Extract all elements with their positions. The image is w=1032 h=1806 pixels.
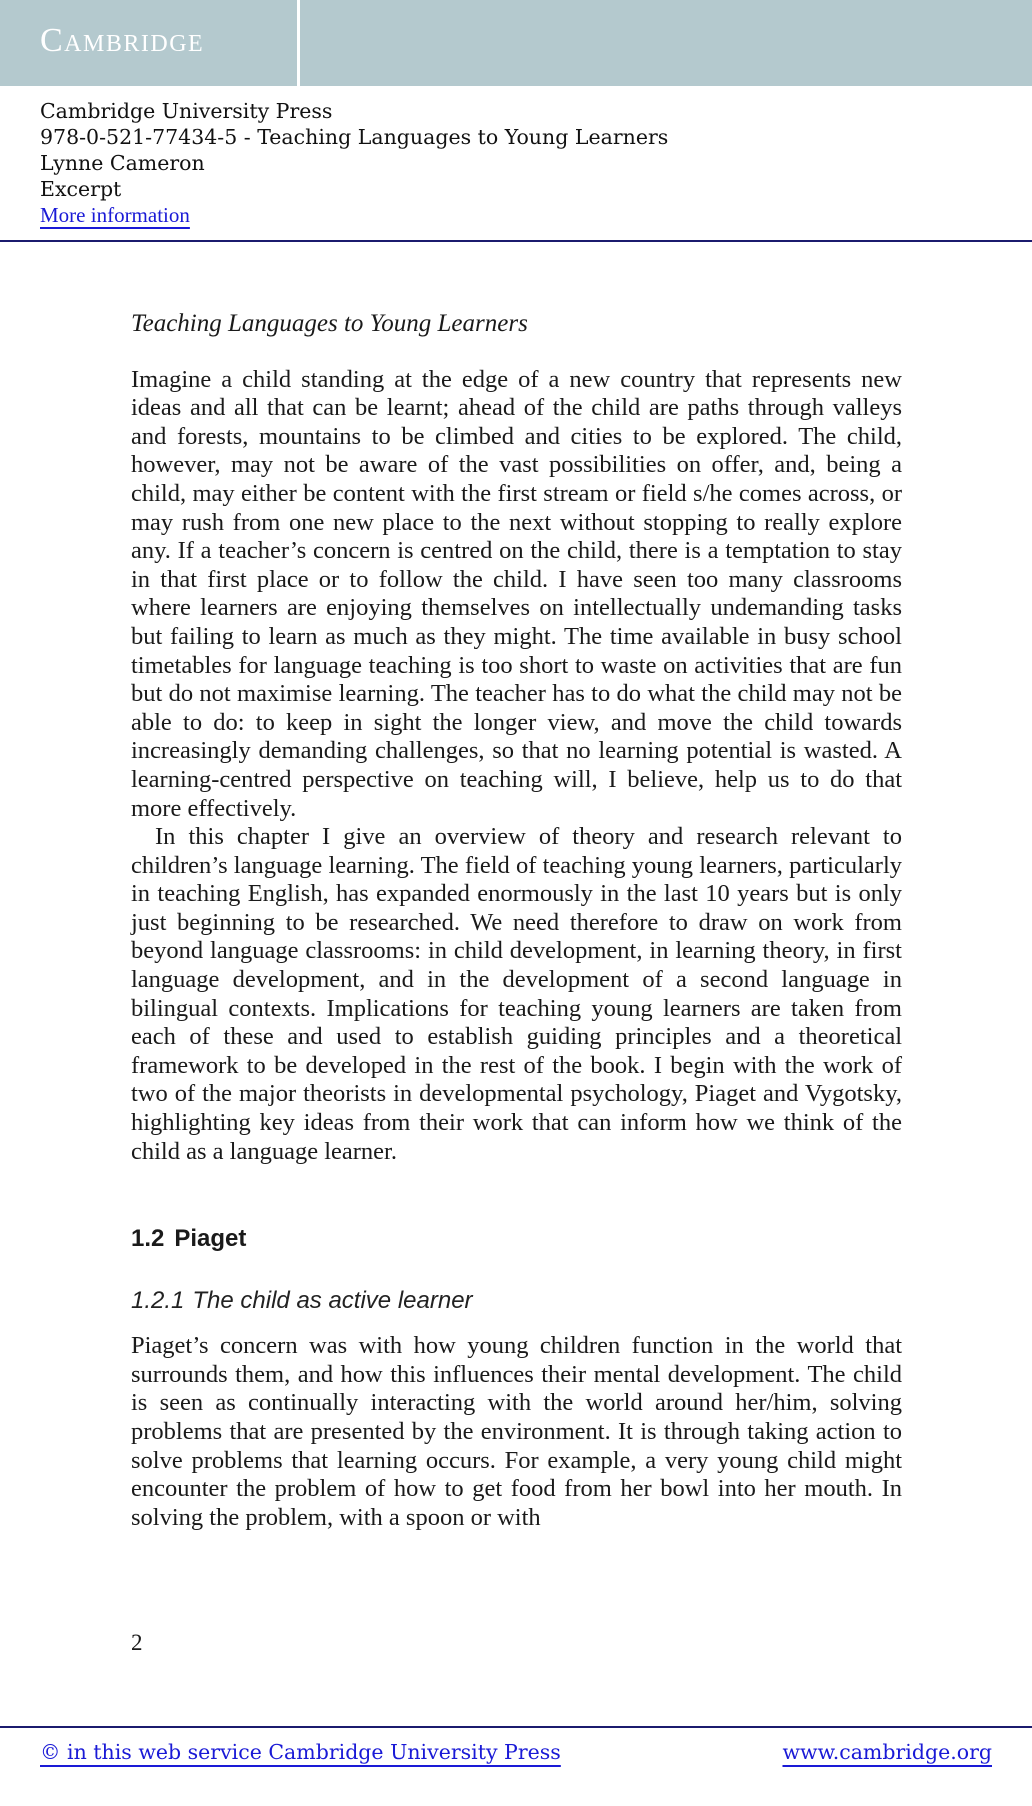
body-paragraph: In this chapter I give an overview of theory and research relevant to children’s language learning. The field of teaching young learners, particularly in teaching English, has expanded enormously in the last 10 years but is only just beginning to be researched. We need therefore to draw on work from beyond language classrooms: in child development, in learning theory, in first language development, and in the development of a second language in bilingual contexts. Implications for teaching young learners are taken from each of these and used to establish guiding principles and a theoretical framework to be developed in the rest of the book. I begin with the work of two of the major theorists in developmental psychology, Piaget and Vygotsky, highlighting key ideas from their work that can inform how we think of the child as a language learner. [131, 823, 902, 1165]
cambridge-logo: Cambridge [40, 22, 205, 59]
header-rule [0, 240, 1032, 242]
isbn-title: 978-0-521-77434-5 - Teaching Languages to Young Learners [40, 125, 669, 149]
section-number: 1.2 [131, 1225, 165, 1253]
section-title: Piaget [174, 1225, 247, 1253]
subsection-title: The child as active learner [192, 1287, 473, 1315]
author-name: Lynne Cameron [40, 151, 205, 175]
more-information-link[interactable]: More information [40, 203, 190, 227]
subsection-heading [131, 1286, 902, 1316]
footer-rule [0, 1726, 1032, 1728]
body-paragraph: Piaget’s concern was with how young children function in the world that surrounds them, and how this influences their mental development. The child is seen as continually interacting with the world around her/him, solving problems that are presented by the environment. It is through taking action to solve problems that learning occurs. For example, a very young child might encounter the problem of how to get food from her bowl into her mouth. In solving the problem, with a spoon or with [131, 1332, 902, 1531]
subsection-number: 1.2.1 [131, 1287, 185, 1315]
running-head: Teaching Languages to Young Learners [131, 310, 528, 337]
body-paragraph: Imagine a child standing at the edge of a new country that represents new ideas and all that can be learnt; ahead of the child are paths through valleys and forests, mountains to be climbed and cities to be explored. The child, however, may not be aware of the vast possibilities on offer, and, being a child, may either be content with the first stream or field s/he comes across, or may rush from one new place to the next without stopping to really explore any. If a teacher’s concern is centred on the child, there is a temptation to stay in that first place or to follow the child. I have seen too many classrooms where learners are enjoying themselves on intellectually undemanding tasks but failing to learn as much as they might. The time available in busy school timetables for language teaching is too short to waste on activities that are fun but do not maximise learning. The teacher has to do what the child may not be able to do: to keep in sight the longer view, and move the child towards increasingly demanding challenges, so that no learning potential is wasted. A learning-centred perspective on teaching will, I believe, help us to do that more effectively. [131, 365, 902, 822]
copyright-link[interactable]: © in this web service Cambridge University Press [40, 1740, 561, 1764]
publisher-name: Cambridge University Press [40, 99, 333, 123]
excerpt-label: Excerpt [40, 177, 122, 201]
page-number: 2 [131, 1630, 143, 1655]
banner-divider [297, 0, 300, 86]
section-heading [131, 1224, 902, 1254]
website-link[interactable]: www.cambridge.org [782, 1740, 992, 1764]
book-metadata [40, 98, 668, 228]
page-body [131, 310, 902, 1532]
